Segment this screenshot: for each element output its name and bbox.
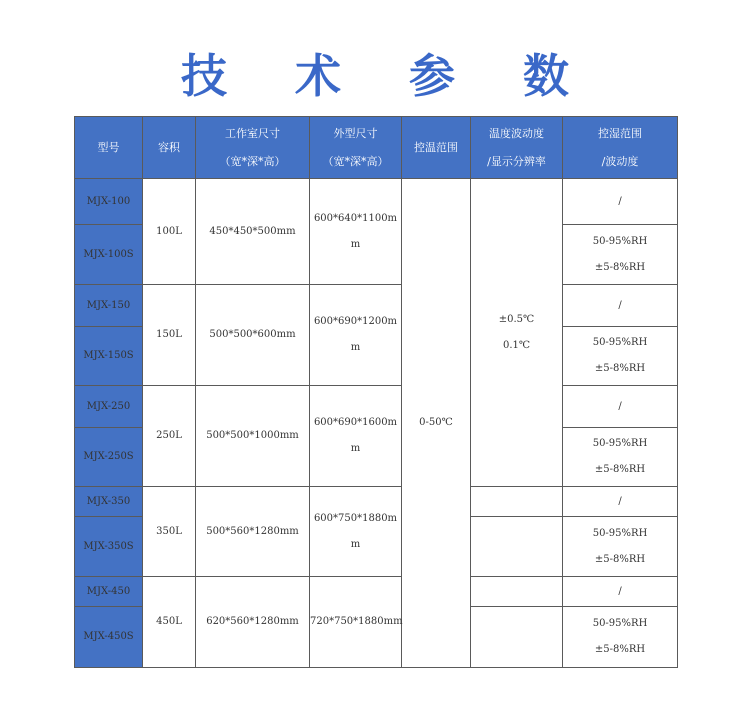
chamber-size-cell: 500*560*1280mm [196,487,310,577]
temp-fluctuation-empty-cell [471,577,563,607]
spec-table [74,116,678,668]
humidity-cell: / [563,386,678,428]
header-temp-range: 控温范围 [402,117,471,179]
header-model: 型号 [75,117,143,179]
table-row [75,487,678,517]
outer-size-cell: 600*640*1100m m [310,179,402,285]
model-cell: MJX-100 [75,179,143,225]
chamber-size-cell: 450*450*500mm [196,179,310,285]
header-row [75,117,678,179]
table-row [75,285,678,327]
humidity-cell: 50-95%RH ±5-8%RH [563,225,678,285]
chamber-size-cell: 500*500*1000mm [196,386,310,487]
model-cell: MJX-150 [75,285,143,327]
outer-size-cell: 600*690*1200m m [310,285,402,386]
humidity-cell: 50-95%RH ±5-8%RH [563,517,678,577]
model-cell: MJX-350 [75,487,143,517]
volume-cell: 150L [143,285,196,386]
outer-size-cell: 720*750*1880mm [310,577,402,668]
header-chamber-size: 工作室尺寸 （宽*深*高） [196,117,310,179]
model-cell: MJX-250S [75,428,143,487]
temp-fluctuation-empty-cell [471,607,563,668]
humidity-cell: / [563,577,678,607]
humidity-cell: / [563,285,678,327]
volume-cell: 350L [143,487,196,577]
model-cell: MJX-450 [75,577,143,607]
header-humidity-range: 控湿范围 /波动度 [563,117,678,179]
model-cell: MJX-350S [75,517,143,577]
volume-cell: 100L [143,179,196,285]
model-cell: MJX-150S [75,327,143,386]
model-cell: MJX-100S [75,225,143,285]
outer-size-cell: 600*690*1600m m [310,386,402,487]
header-volume: 容积 [143,117,196,179]
humidity-cell: / [563,179,678,225]
page-title: 技 术 参 数 [180,49,596,103]
temp-fluctuation-empty-cell [471,487,563,517]
volume-cell: 250L [143,386,196,487]
humidity-cell: 50-95%RH ±5-8%RH [563,327,678,386]
temp-range-cell: 0-50℃ [402,179,471,668]
table-row [75,179,678,225]
volume-cell: 450L [143,577,196,668]
header-outer-size: 外型尺寸 （宽*深*高） [310,117,402,179]
header-temp-fluctuation: 温度波动度 /显示分辨率 [471,117,563,179]
humidity-cell: 50-95%RH ±5-8%RH [563,428,678,487]
table-row [75,386,678,428]
humidity-cell: 50-95%RH ±5-8%RH [563,607,678,668]
outer-size-cell: 600*750*1880m m [310,487,402,577]
model-cell: MJX-250 [75,386,143,428]
humidity-cell: / [563,487,678,517]
temp-fluctuation-cell: ±0.5℃ 0.1℃ [471,179,563,487]
chamber-size-cell: 620*560*1280mm [196,577,310,668]
chamber-size-cell: 500*500*600mm [196,285,310,386]
model-cell: MJX-450S [75,607,143,668]
table-row [75,577,678,607]
temp-fluctuation-empty-cell [471,517,563,577]
